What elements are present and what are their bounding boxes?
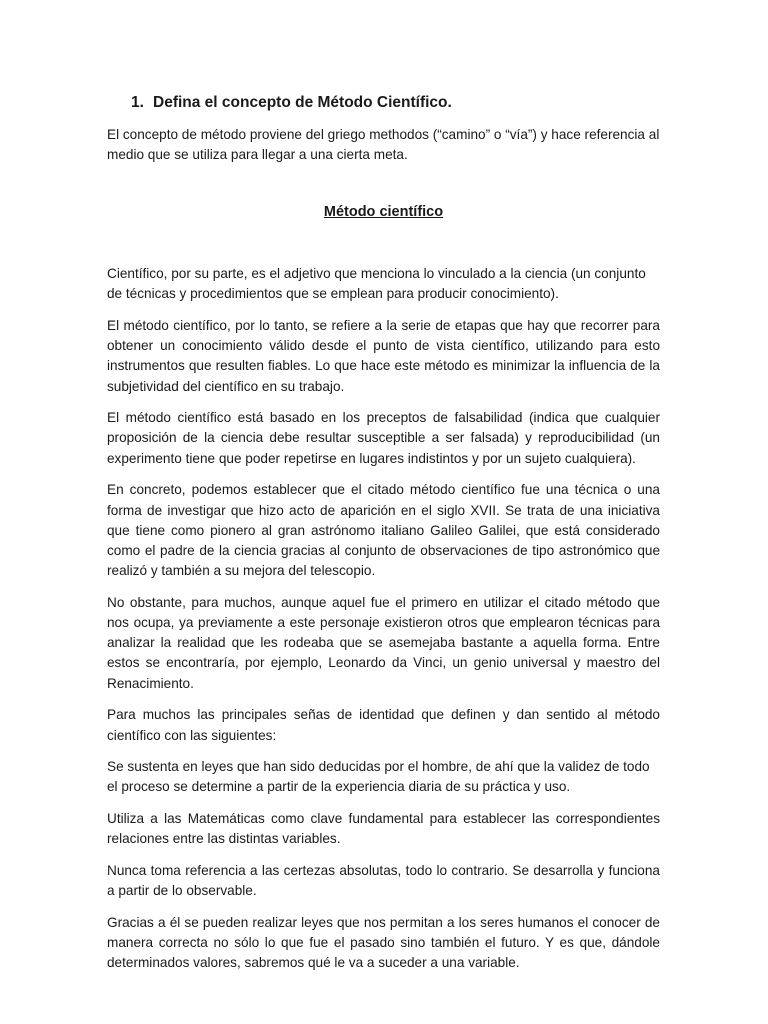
- paragraph-6: Para muchos las principales señas de identidad que definen y dan sentido al método científico con las siguientes:: [107, 707, 660, 743]
- paragraph-2: El método científico, por lo tanto, se refiere a la serie de etapas que hay que recorrer para obtener un conocimiento válido desde el punto de vista científico, utilizando para esto instrumentos que resulten fiables. Lo que hace este método es minimizar la influencia de la subjetividad del científico en su trabajo.: [107, 317, 660, 394]
- heading-number: 1.: [131, 94, 144, 111]
- body-text: [107, 264, 660, 985]
- paragraph-3: El método científico está basado en los preceptos de falsabilidad (indica que cualquier proposición de la ciencia debe resultar susceptible a ser falsada) y reproducibilidad (un experimento tiene que poder repetirse en lugares indistintos y por un sujeto cualquiera).: [107, 410, 660, 466]
- section-title: Método científico: [323, 204, 444, 220]
- paragraph-8: Utiliza a las Matemáticas como clave fundamental para establecer las correspondientes relaciones entre las distintas variables.: [107, 811, 660, 847]
- paragraph-10: Gracias a él se pueden realizar leyes que nos permitan a los seres humanos el conocer de manera correcta no sólo lo que fue el pasado sino también el futuro. Y es que, dándole determinados valores, sabremos qué le va a suceder a una variable.: [107, 914, 660, 971]
- intro-section: [107, 125, 660, 165]
- heading-text: Defina el concepto de Método Científico.: [153, 94, 452, 111]
- paragraph-1: Científico, por su parte, es el adjetivo que menciona lo vinculado a la ciencia (un conjunto de técnicas y procedimientos que se emplean para producir conocimiento).: [107, 266, 646, 302]
- paragraph-5: No obstante, para muchos, aunque aquel fue el primero en utilizar el citado método que nos ocupa, ya previamente a este personaje existieron otros que emplearon técnicas para analizar la realidad que les rodeaba que se asemejaba bastante a aquella forma. Entre estos se encontraría, por ejemplo, Leonardo da Vinci, un genio universal y maestro del Renacimiento.: [107, 594, 660, 691]
- paragraph-4: En concreto, podemos establecer que el citado método científico fue una técnica o una forma de investigar que hizo acto de aparición en el siglo XVII. Se trata de una iniciativa que tiene como pionero al gran astrónomo italiano Galileo Galilei, que está considerado como el padre de la ciencia gracias al conjunto de observaciones de tipo astronómico que realizó y también a su mejora del telescopio.: [107, 482, 660, 579]
- paragraph-7: Se sustenta en leyes que han sido deducidas por el hombre, de ahí que la validez de todo el proceso se determine a partir de la experiencia diaria de su práctica y uso.: [107, 759, 650, 795]
- question-heading: [131, 94, 452, 112]
- paragraph-9: Nunca toma referencia a las certezas absolutas, todo lo contrario. Se desarrolla y funciona a partir de lo observable.: [107, 863, 660, 899]
- intro-paragraph: El concepto de método proviene del griego methodos (“camino” o “vía”) y hace referencia al medio que se utiliza para llegar a una cierta meta.: [107, 127, 660, 163]
